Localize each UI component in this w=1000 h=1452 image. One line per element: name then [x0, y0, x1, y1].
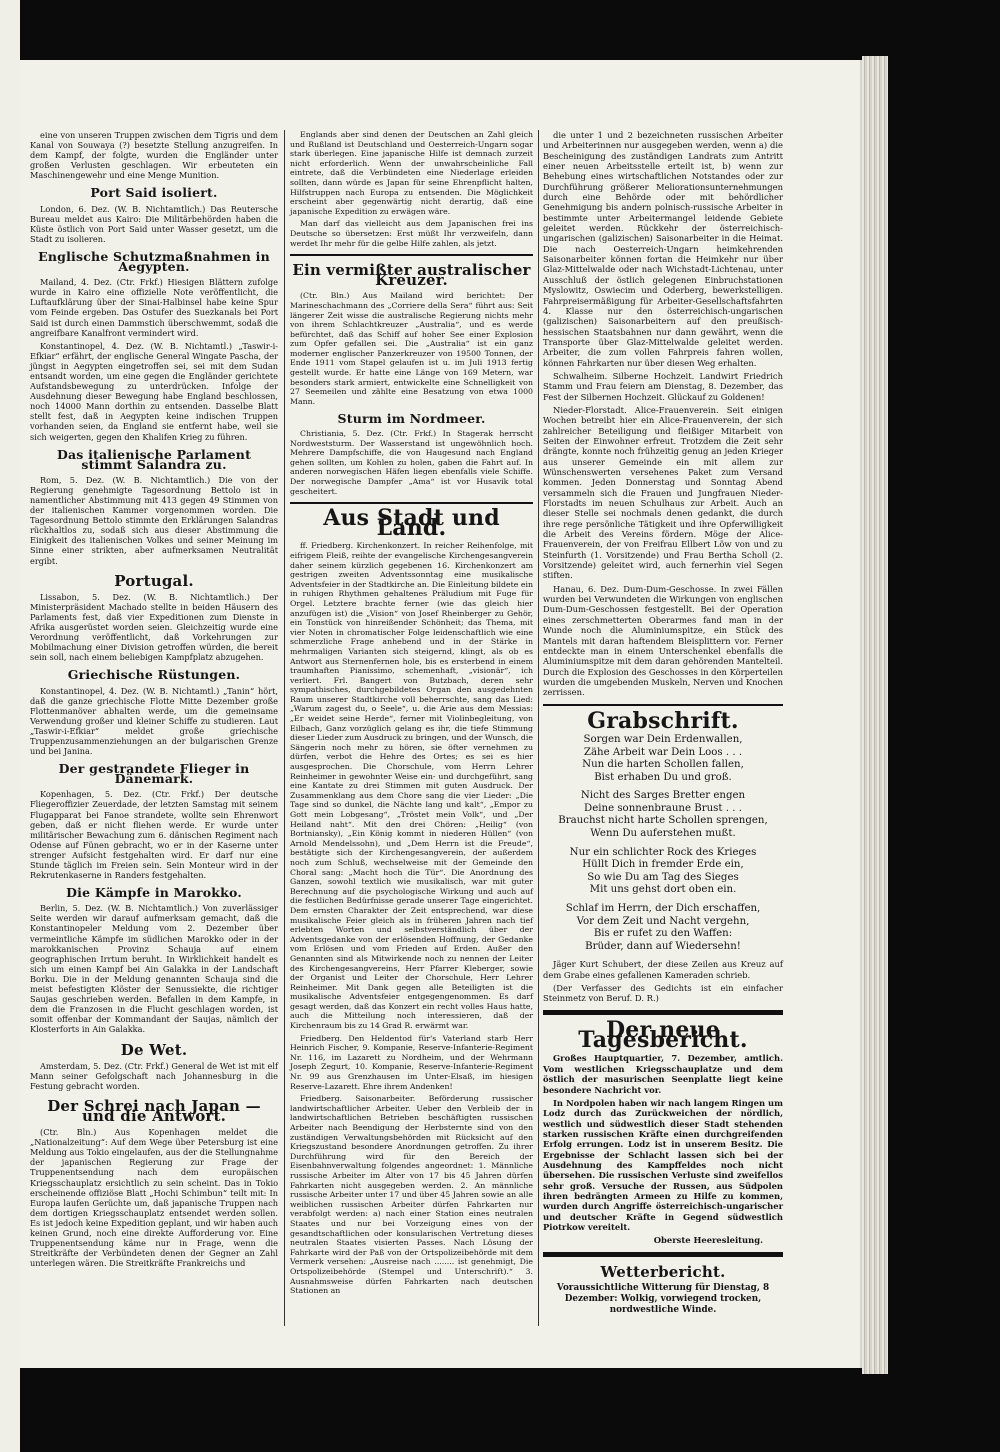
poem-stanza — [543, 903, 783, 953]
poem-line: Schlaf im Herrn, der Dich erschaffen, — [565, 903, 761, 915]
section-divider — [543, 1252, 783, 1257]
poem-line: Hüllt Dich in fremder Erde ein, — [582, 859, 744, 871]
article-text: Lissabon, 5. Dez. (W. B. Nichtamtlich.) Der Ministerpräsident Machado stellte in beiden Häusern des Parlaments fest, daß vier Expeditionen zum Dienste in Afrika ausgerüstet worden seien. Gleichzeitig wurde eine Verordnung veröffentlicht, daß Vorkehrungen zur Mobilmachung einer Division getroffen würden, die bereit sein soll, nach einem beliebigen Kampfplatz abzugehen. — [30, 591, 278, 663]
article-text: Mailand, 4. Dez. (Ctr. Frkf.) Hiesigen Blättern zufolge wurde in Kairo eine offizielle Note veröffentlicht, die Luftaufklärung über der Sinai-Halbinsel habe keine Spur vom Feinde ergeben. Das Ostufer des Suezkanals bei Port Said ist durch einen Dammstich überschwemmt, sodaß die angreifbare Kanalfront vermindert wird. — [30, 277, 278, 338]
article-headline: Griechische Rüstungen. — [67, 667, 241, 683]
poem-line: Brüder, dann auf Wiedersehn! — [585, 940, 741, 952]
article-text: Nieder-Florstadt. Alice-Frauenverein. Seit einigen Wochen betreibt hier ein Alice-Frauenverein, der sich zahlreicher Beteiligung und fleißiger Mitarbeit von Seiten der Einwohner erfreut. Trotzdem die Zeit sehr drängte, konnte noch frühzeitig genug an jeden Krieger aus unserer Gemeinde ein mit allem zur Wünschenswerten versehenes Paket zum Versand kommen. Jeden Donnerstag und Sonntag Abend versammeln sich die Frauen und Jungfrauen Nieder-Florstadts im neuen Schulhaus zur Arbeit. Auch an dieser Stelle sei nochmals denen gedankt, die durch ihre rege persönliche Tätigkeit und ihre Opferwilligkeit die Arbeit des Vereins fördern. Möge der Alice-Frauenverein, der von Freifrau Ellbert Löw von und zu Steinfurth (1. Vorsitzende) und Frau Bertha Scholl (2. Vorsitzende) geleitet wird, auch fernerhin viel Segen stiften. — [543, 404, 783, 581]
article-headline: Der Schrei nach Japan — und die Antwort. — [47, 1096, 261, 1125]
book-page-edges — [862, 56, 888, 1374]
article-text: Berlin, 5. Dez. (W. B. Nichtamtlich.) Von zuverlässiger Seite werden wir darauf aufmerksam gemacht, daß die Konstantinopeler Meldung vom 2. Dezember über vermeintliche Kämpfe im südlichen Marokko oder in der marokkanischen Provinz Schauja auf einem geographischen Irrtum beruht. In Wirklichkeit handelt es sich um einen Kampf bei Ain Galakka in der Landschaft Borku. Die in der Meldung genannten Schauja sind die meist befestigten Klöster der Senussiekte, die richtiger Saujas geschrieben werden. Befallen in dem Kampfe, in dem die Franzosen in die Flucht geschlagen worden, ist somit offenbar der Kommandant der Saujas, nämlich der Klosterforts in Ain Galakka. — [30, 903, 278, 1035]
article-text: Englands aber sind denen der Deutschen an Zahl gleich und Rußland ist Deutschland und Oesterreich-Ungarn sogar stark überlegen. Eine japanische Hilfe ist demnach zurzeit nicht erforderlich. Wenn der unwahrscheinliche Fall eintrete, daß die Verbündeten eine Niederlage erleiden sollten, dann würde es Japan für seine Ehrenpflicht halten, Hilfstruppen nach Europa zu entsenden. Die Möglichkeit erscheint aber gegenwärtig nicht derartig, daß eine japanische Expedition zu erwägen wäre. — [290, 130, 533, 216]
article-headline: Portugal. — [114, 571, 194, 590]
poem-stanza — [543, 847, 783, 897]
poem-line: Bis er rufet zu den Waffen: — [593, 928, 733, 940]
poem-line: Bist erhaben Du und groß. — [594, 771, 732, 783]
article-headline: De Wet. — [120, 1040, 188, 1059]
article-headline: Englische Schutzmaßnahmen in Aegypten. — [38, 248, 270, 275]
report-text: Großes Hauptquartier, 7. Dezember, amtlich. Vom westlichen Kriegsschauplatze und dem östlich der masurischen Seenplatte liegt keine besondere Nachricht vor. — [543, 1053, 783, 1095]
poem-line: Nun die harten Schollen fallen, — [582, 759, 744, 771]
article-text: die unter 1 und 2 bezeichneten russischen Arbeiter und Arbeiterinnen nur ausgegeben werden, wenn a) die Bescheinigung des zuständigen Landrats zum Antritt einer neuen Arbeitsstelle erteilt ist, b) wenn zur Behebung eines wirtschaftlichen Notstandes oder zur Durchführung größerer Meliorationsunternehmungen durch eine Behörde oder mit behördlicher Genehmigung bis andern polnisch-russische Arbeiter in bestimmte unter Arbeitermangel leidende Gebiete geleitet werden. Rückkehr der österreichisch-ungarischen (galizischen) Saisonarbeiter in die Heimat. Die nach Oesterreich-Ungarn heimkehrenden Saisonarbeiter können fortan die Heimkehr nur über Glaz-Mittelwalde oder nach Wichstadt-Lichtenau, unter Ausschluß der östlich gelegenen Einbruchstationen Myslowitz, Oswiecim und Oderberg, bewerkstelligen. Fahrpreisermäßigung für Arbeiter-Gesellschaftsfahrten 4. Klasse nur den österreichisch-ungarischen (galizischen) Saisonarbeitern auf den preußisch-hessischen Staatsbahnen nur dann gewährt, wenn die Transporte über Glaz-Mittelwalde geleitet werden. Arbeiter, die zum vollen Fahrpreis fahren wollen, können Fahrkarten nur über diesen Weg erhalten. — [543, 130, 783, 368]
poem-stanza — [543, 734, 783, 784]
article-headline: Ein vermißter australischer Kreuzer. — [292, 261, 531, 289]
article-headline: Der gestrandete Flieger in Dänemark. — [58, 761, 250, 787]
poem-title: Grabschrift. — [587, 707, 739, 734]
poem-line: Sorgen war Dein Erdenwallen, — [583, 733, 743, 745]
article-text: eine von unseren Truppen zwischen dem Tigris und dem Kanal von Souwaya (?) besetzte Stellung anzugreifen. In dem Kampf, der folgte, wurden die Engländer unter großen Verlusten geschlagen. Wir erbeuteten ein Maschinengewehr und eine Menge Munition. — [30, 130, 278, 181]
column-rule — [284, 130, 285, 1326]
poem-line: So wie Du am Tag des Sieges — [587, 871, 739, 883]
column-rule — [538, 130, 539, 1326]
column-middle — [290, 130, 533, 1299]
article-text: (Der Verfasser des Gedichts ist ein einfacher Steinmetz von Beruf. D. R.) — [543, 983, 783, 1004]
section-divider — [543, 704, 783, 706]
weather-forecast: Voraussichtliche Witterung für Dienstag, 8 Dezember: Wolkig, vorwiegend trocken, nordwestliche Winde. — [556, 1283, 770, 1315]
section-divider — [290, 254, 533, 256]
column-left — [30, 130, 278, 1271]
article-text: Christiania, 5. Dez. (Ctr. Frkf.) In Stagerak herrscht Nordweststurm. Der Wasserstand ist ungewöhnlich hoch. Mehrere Dampfschiffe, die von Haugesund nach England gehen sollten, um Kohlen zu holen, gaben die Fahrt auf. In anderen norwegischen Häfen liegen ebenfalls viele Schiffe. Der norwegische Dampfer „Ama“ ist vor Husavik total gescheitert. — [290, 429, 533, 496]
article-text: Schwalheim. Silberne Hochzeit. Landwirt Friedrich Stamm und Frau feiern am Dienstag, 8. Dezember, das Fest der Silbernen Hochzeit. Glückauf zu Goldenen! — [543, 370, 783, 402]
poem-line: Brauchst nicht harte Schollen sprengen, — [558, 815, 768, 827]
article-headline: Die Kämpfe in Marokko. — [66, 885, 242, 901]
report-signature: Oberste Heeresleitung. — [653, 1235, 763, 1246]
poem-stanza — [543, 790, 783, 840]
poem-line: Mit uns gehst dort oben ein. — [589, 884, 737, 896]
article-text: Konstantinopel, 4. Dez. (W. B. Nichtamtl.) „Taswir-i-Efkiar“ erfährt, der englische General Wingate Pascha, der jüngst in Aegypten eingetroffen sei, sei mit dem Sudan entsandt worden, um eine gegen die Engländer gerichtete Aufstandsbewegung zu unterdrücken. Infolge der Ausdehnung dieser Bewegung habe England beschlossen, noch 14000 Mann dorthin zu entsenden. Dasselbe Blatt stellt fest, daß in Aegypten keine indischen Truppen vorhanden seien, da England sie entfernt habe, weil sie sich weigerten, gegen den Khalifen Krieg zu führen. — [30, 340, 278, 442]
article-text: Kopenhagen, 5. Dez. (Ctr. Frkf.) Der deutsche Fliegeroffizier Zeuerdade, der letzten Samstag mit seinem Flugapparat bei Fanoe strandete, wollte sein Ehrenwort geben, daß er nicht fliehen werde. Er wurde unter militärischer Bewachung zum 6. dänischen Regiment nach Odense auf Fünen gebracht, wo er in der Kaserne unter strenger Aufsicht festgehalten wird. Er darf nur eine Stunde täglich im Freien sein. Sein Monteur wird in der Rekrutenkaserne in Randers festgehalten. — [30, 789, 278, 881]
poem-line: Zähe Arbeit war Dein Loos . . . — [583, 746, 743, 758]
poem-line: Deine sonnenbraune Brust . . . — [584, 802, 742, 814]
article-text: Friedberg. Den Heldentod für's Vaterland starb Herr Heinrich Fischer, 9. Kompanie, Reserve-Infanterie-Regiment Nr. 116, im Lazarett zu Nordheim, und der Wehrmann Joseph Zegurt, 10. Kompanie, Reserve-Infanterie-Regiment Nr. 99 aus Grenzhausen im Unter-Elsaß, im hiesigen Reserve-Lazarett. Ehre ihrem Andenken! — [290, 1033, 533, 1091]
article-text: Jäger Kurt Schubert, der diese Zeilen aus Kreuz auf dem Grabe eines gefallenen Kameraden schrieb. — [543, 959, 783, 980]
section-divider — [543, 1010, 783, 1015]
article-headline: Das italienische Parlament stimmt Salandra zu. — [56, 446, 252, 472]
article-text: Man darf das vielleicht aus dem Japanischen frei ins Deutsche so übersetzen: Erst müßt Ihr verzweifeln, dann werdet Ihr mehr für die gelbe Hilfe zahlen, als jetzt. — [290, 219, 533, 248]
article-text: London, 6. Dez. (W. B. Nichtamtlich.) Das Reutersche Bureau meldet aus Kairo: Die Militärbehörden haben die Küste östlich von Port Said unter Wasser gesetzt, um die Stadt zu isolieren. — [30, 203, 278, 244]
poem-line: Wenn Du auferstehen mußt. — [590, 828, 736, 840]
article-text: Rom, 5. Dez. (W. B. Nichtamtlich.) Die von der Regierung genehmigte Tagesordnung Bettolo ist in namentlicher Abstimmung mit 413 gegen 49 Stimmen von der italienischen Kammer vorgenommen worden. Die Tagesordnung Bettolo stimmte den Erklärungen Salandras rückhaltlos zu, sodaß sich aus dieser Abstimmung die Einigkeit des italienischen Volkes und seiner Meinung im Sinne einer strikten, aber aufmerksamen Neutralität ergibt. — [30, 474, 278, 566]
article-headline: Sturm im Nordmeer. — [337, 411, 486, 427]
article-headline: Port Said isoliert. — [90, 185, 218, 201]
article-text: Friedberg. Saisonarbeiter. Beförderung russischer landwirtschaftlicher Arbeiter. Ueber den Verbleib der in landwirtschaftlichen Betrieben beschäftigten russischen Arbeiter nach Beendigung der Herbsternte sind von den zuständigen Verwaltungsbehörden mit Rücksicht auf den Kriegszustand besondere Anordnungen getroffen. Zu ihrer Durchführung wird für den Bereich der Eisenbahnverwaltung folgendes angeordnet: 1. Männliche russische Arbeiter im Alter von 17 bis 45 Jahren dürfen Fahrkarten nicht ausgegeben werden. 2. An männliche russische Arbeiter unter 17 und über 45 Jahren sowie an alle weiblichen russischen Arbeiter dürfen Fahrkarten nur verabfolgt werden: a) nach einer Station eines neutralen Staates und nur bei Vorzeigung eines von der gesandtschaftlichen oder konsularischen Vertretung dieses neutralen Staates visierten Passes. Nach Lösung der Fahrkarte wird der Paß von der Ortspolizeibehörde mit dem Vermerk versehen: „Ausreise nach ........ ist genehmigt, Die Ortspolizeibehörde (Stempel und Unterschrift).“ 3. Ausnahmsweise dürfen Fahrkarten nach deutschen Stationen an — [290, 1094, 533, 1296]
weather-headline: Wetterbericht. — [600, 1262, 726, 1281]
poem-line: Nicht des Sarges Bretter engen — [580, 790, 746, 802]
section-headline: Der neue Tagesbericht. — [578, 1016, 748, 1054]
article-text: Amsterdam, 5. Dez. (Ctr. Frkf.) General de Wet ist mit elf Mann seiner Gefolgschaft nach Johannesburg in die Festung gebracht worden. — [30, 1060, 278, 1091]
article-text: ff. Friedberg. Kirchenkonzert. In reicher Reihenfolge, mit eifrigem Fleiß, reihte der evangelische Kirchengesangverein daher seinem kürzlich gegebenen 16. Kirchenkonzert am gestrigen zweiten Adventssonntag eine musikalische Adventsfeier in der Stadtkirche an. Die Einleitung bildete ein in ruhigen Rhythmen gehaltenes Präludium mit Fuge für Orgel. Letztere brachte ferner (wie das gleich hier anzufügen ist) die „Vision“ von Josef Rheinberger zu Gehör, ein Tonstück von hinreißender Schönheit; das Thema, mit vier Noten in chromatischer Folge leidenschaftlich wie eine schmerzliche Frage anhebend und in der Stärke in mehrmaligen Varianten sich steigernd, klingt, als ob es Antwort aus Sternenfernen hole, bis es ersterbend in einem traumhaften Pianissimo, schemenhaft, „visionär“, ich verliert. Frl. Bangert von Butzbach, deren sehr sympathisches, durchgebildetes Organ den ausgedehnten Raum unserer Stadtkirche voll beherrschte, sang das Lied: „Warum zagest du, o Seele“, u. die Arie aus dem Messias: „Er weidet seine Herde“, ferner mit Violinbegleitung, von Eilbach, Ganz vorzüglich gelang es ihr, die tiefe Stimmung dieser Lieder zum Ausdruck zu bringen, und der Wunsch, die Sängerin noch mehr zu hören, sie öfter vernehmen zu dürfen, verbot die Hehre des Ortes; es sei es hier ausgesprochen. Die Chorschule, vom Herrn Lehrer Reinheimer in gewohnter Weise ein- und durchgeführt, sang eine Kantate zu drei Stimmen mit guten Ausdruck. Der Zusammenklang aus dem Chore sang die vier Lieder: „Die Tage sind so dunkel, die Nächte lang und kalt“, „Empor zu Gott mein Lobgesang“, „Tröstet mein Volk“, und „Der Heiland naht“. Mit den drei Chören: „Heilig“ (von Bortniansky), „Ein König kommt in niederen Hüllen“ (von Arnold Mendelssohn), und „Dem Herrn ist die Freude“, bestätigte sich der Kirchengesangverein, der außerdem noch zum Schluß, wechselweise mit der Gemeinde den Choral sang: „Macht hoch die Tür“. Die Anordnung des Ganzen, sowohl textlich wie musikalisch, war mit guter Berechnung auf die psychologische Wirkung und auch auf die festlichen Bedürfnisse gerade unserer Tage eingerichtet. Dem ernsten Charakter der Zeit entsprechend, war diese musikalische Feier gleich als in früheren Jahren nach tief erlebten Worten und selbstverständlich über der Adventsgedanke von der erlösenden Hoffnung, der Gedanke vom Erlösen und vom Frieden auf Erden. Außer den Genannten sind als Mitwirkende noch zu nennen der Leiter des Kirchengesangvereins, Herr Pfarrer Kleberger, sowie der Organist und Leiter der Chorschule, Herr Lehrer Reinheimer. Mit Dank gegen alle Beteiligten ist die musikalische Adventsfeier entgegengenommen. Es darf gesagt werden, daß das Konzert ein recht volles Haus hatte, auch die Mitteilung noch interessieren, daß der Kirchenraum bis zu 14 Grad R. erwärmt war. — [290, 541, 533, 1031]
article-text: Konstantinopel, 4. Dez. (W. B. Nichtamtl.) „Tanin“ hört, daß die ganze griechische Flotte Mitte Dezember große Flottenmanöver abhalten werde, um die gemeinsame Verwendung großer und kleiner Schiffe zu studieren. Laut „Taswir-i-Efkiar“ meldet große griechische Truppenzusammenziehungen an der bulgarischen Grenze und bei Janina. — [30, 685, 278, 757]
poem — [543, 734, 783, 954]
section-divider — [290, 502, 533, 504]
report-text: In Nordpolen haben wir nach langem Ringen um Lodz durch das Zurückweichen der nördlich, westlich und südwestlich dieser Stadt stehenden starken russischen Kräfte einen durchgreifenden Erfolg errungen. Lodz ist in unserem Besitz. Die Ergebnisse der Schlacht lassen sich bei der Ausdehnung des Kampffeldes noch nicht übersehen. Die russischen Verluste sind zweifellos sehr groß. Versuche der Russen, aus Südpolen ihren bedrängten Armeen zu Hilfe zu kommen, wurden durch Angriffe österreichisch-ungarischer und deutscher Kräfte in Gegend südwestlich Piotrkow vereitelt. — [543, 1097, 783, 1232]
article-text: Hanau, 6. Dez. Dum-Dum-Geschosse. In zwei Fällen wurden bei Verwundeten die Wirkungen von englischen Dum-Dum-Geschossen festgestellt. Bei der Operation eines zerschmetterten Oberarmes fand man in der Wunde noch die Aluminiumspitze, ein Stück des Mantels mit daran haftendem Bleisplittern vor. Ferner entdeckte man in einem Unterschenkel ebenfalls die Aluminiumspitze mit dem daran gehörenden Mantelteil. Durch die Explosion des Geschosses in den Körperteilen wurden die umgebenden Muskeln, Nerven und Knochen zerrissen. — [543, 583, 784, 698]
section-headline: Aus Stadt und Land. — [323, 505, 500, 541]
poem-line: Vor dem Zeit und Nacht vergehn, — [576, 915, 750, 927]
adjacent-page-edge — [0, 0, 20, 1452]
article-text: (Ctr. Bln.) Aus Kopenhagen meldet die „Nationalzeitung“: Auf dem Wege über Petersburg ist eine Meldung aus Tokio eingelaufen, aus der die Stellungnahme der japanischen Regierung zur Frage der Truppenentsendung nach dem europäischen Kriegsschauplatz ersichtlich zu sein scheint. Das in Tokio erscheinende offiziöse Blatt „Hochi Schimbun“ teilt mit: In Europa laufen Gerüchte um, daß japanische Truppen nach dem dortigen Kriegsschauplatz entsendet werden sollen. Es ist jedoch keine Expedition geplant, und wir haben auch keinen Grund, noch eine direkte Aufforderung vor. Eine Truppenentsendung käme nur in Frage, wenn die Streitkräfte der Verbündeten denen der Gegner an Zahl unterlegen wären. Die Streitkräfte Frankreichs und — [30, 1127, 278, 1269]
column-right — [543, 130, 783, 1316]
poem-line: Nur ein schlichter Rock des Krieges — [569, 846, 757, 858]
article-text: (Ctr. Bln.) Aus Mailand wird berichtet: Der Marineschachmann des „Corriere della Sera“ führt aus: Seit längerer Zeit wisse die australische Regierung nichts mehr von ihrem Schlachtkreuzer „Australia“, und es werde befürchtet, daß das Schiff auf hoher See einer Explosion zum Opfer gefallen sei. Die „Australia“ ist ein ganz moderner englischer Panzerkreuzer von 19500 Tonnen, der Ende 1911 vom Stapel gelaufen ist u. im Juli 1913 fertig gestellt wurde. Er hatte eine Länge von 169 Metern, war besonders stark armiert, entwickelte eine Schnelligkeit von 27 Seemeilen und zählte eine Besatzung von etwa 1000 Mann. — [290, 291, 533, 406]
